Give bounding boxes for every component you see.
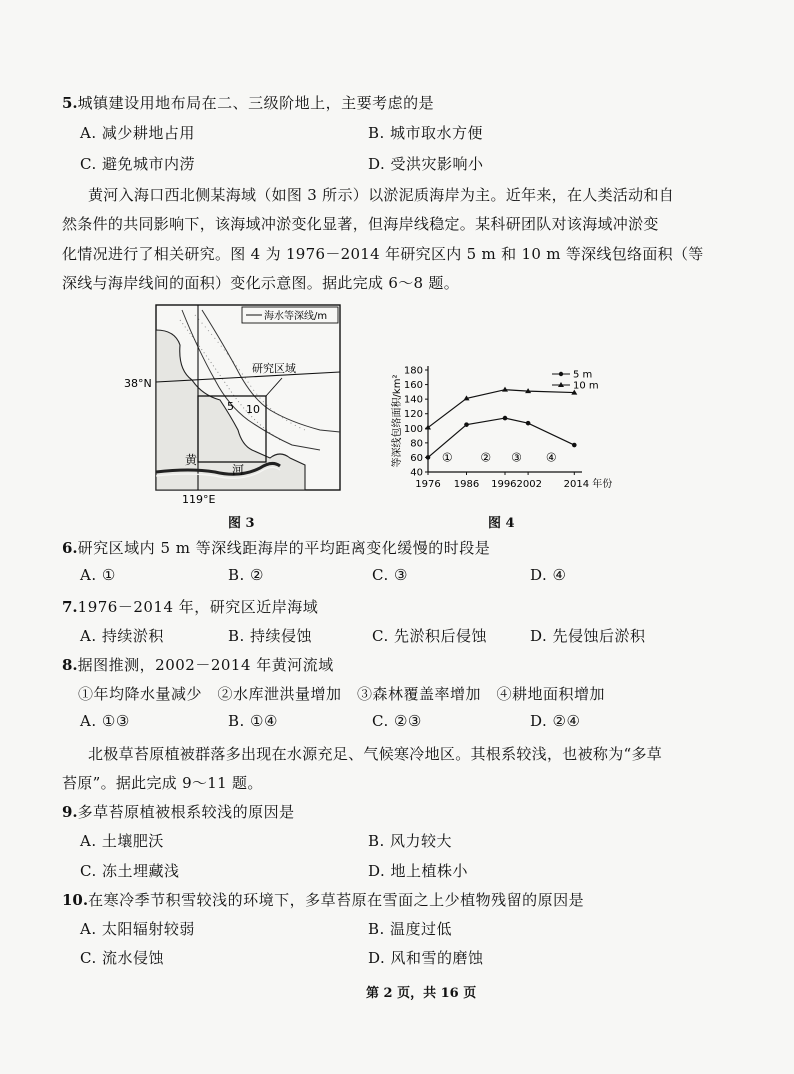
option-a: A. ① bbox=[80, 566, 116, 584]
question-stem: 研究区域内 5 m 等深线距海岸的平均距离变化缓慢的时段是 bbox=[77, 539, 491, 557]
y-tick-label: 140 bbox=[403, 394, 423, 406]
passage-line: 北极草苔原植被群落多出现在水源充足、气候寒冷地区。其根系较浅，也被称为“多草 bbox=[88, 745, 663, 763]
longitude-label: 119°E bbox=[182, 493, 216, 506]
figure-3-caption: 图 3 bbox=[228, 516, 255, 531]
data-point bbox=[503, 416, 508, 421]
option-b: B. ①④ bbox=[228, 712, 278, 730]
y-tick-label: 40 bbox=[410, 467, 423, 479]
map-legend: 海水等深线/m bbox=[264, 311, 328, 322]
question-statements: ①年均降水量减少 ②水库泄洪量增加 ③森林覆盖率增加 ④耕地面积增加 bbox=[78, 685, 606, 703]
question-number: 8. bbox=[62, 656, 78, 674]
option-a: A. 土壤肥沃 bbox=[80, 832, 164, 850]
question-stem: 城镇建设用地布局在二、三级阶地上，主要考虑的是 bbox=[77, 94, 435, 112]
period-label: ② bbox=[480, 450, 492, 465]
data-point bbox=[502, 387, 508, 392]
x-tick-label: 19962002 bbox=[491, 479, 543, 490]
period-label: ④ bbox=[545, 450, 557, 465]
question-number: 7. bbox=[62, 598, 78, 616]
question-stem: 1976－2014 年，研究区近岸海域 bbox=[77, 598, 319, 616]
x-tick-label: 1976 bbox=[415, 479, 441, 490]
page-footer: 第 2 页，共 16 页 bbox=[366, 986, 477, 1001]
option-d: D. 受洪灾影响小 bbox=[368, 155, 484, 173]
y-tick-label: 120 bbox=[403, 409, 423, 421]
option-a: A. 太阳辐射较弱 bbox=[80, 920, 195, 938]
option-a: A. 减少耕地占用 bbox=[80, 124, 195, 142]
option-d: D. 风和雪的磨蚀 bbox=[368, 949, 484, 967]
period-label: ① bbox=[441, 450, 453, 465]
question-number: 5. bbox=[62, 94, 78, 112]
option-b: B. 持续侵蚀 bbox=[228, 627, 313, 645]
option-d: D. ④ bbox=[530, 566, 567, 584]
option-b: B. 风力较大 bbox=[368, 832, 453, 850]
y-tick-label: 80 bbox=[410, 438, 423, 450]
y-tick-label: 180 bbox=[403, 365, 423, 377]
passage-line: 深线与海岸线间的面积）变化示意图。据此完成 6～8 题。 bbox=[62, 274, 460, 292]
y-tick-label: 160 bbox=[403, 380, 423, 392]
question-10 bbox=[62, 889, 584, 910]
y-axis-label: 等深线包络面积/km² bbox=[392, 374, 403, 468]
option-c: C. 避免城市内涝 bbox=[80, 155, 195, 173]
passage-line: 黄河入海口西北侧某海域（如图 3 所示）以淤泥质海岸为主。近年来，在人类活动和自 bbox=[88, 186, 675, 204]
option-b: B. 城市取水方便 bbox=[368, 124, 484, 142]
option-b: B. ② bbox=[228, 566, 265, 584]
figure-3-map bbox=[120, 300, 350, 510]
option-c: C. 先淤积后侵蚀 bbox=[372, 627, 487, 645]
passage-line: 然条件的共同影响下，该海域冲淤变化显著，但海岸线稳定。某科研团队对该海域冲淤变 bbox=[62, 215, 659, 233]
option-d: D. ②④ bbox=[530, 712, 581, 730]
option-b: B. 温度过低 bbox=[368, 920, 453, 938]
legend-marker bbox=[559, 372, 563, 376]
period-label: ③ bbox=[511, 450, 522, 465]
region-label: 研究区域 bbox=[252, 362, 296, 375]
option-c: C. 冻土埋藏浅 bbox=[80, 862, 180, 880]
figure-4-caption: 图 4 bbox=[488, 516, 515, 531]
contour-5-label: 5 bbox=[227, 400, 234, 413]
x-tick-label: 1986 bbox=[453, 479, 480, 490]
question-7 bbox=[62, 596, 318, 617]
river-label-2: 河 bbox=[232, 463, 245, 477]
series-line-10m bbox=[428, 390, 574, 428]
y-tick-label: 100 bbox=[403, 423, 423, 435]
data-point bbox=[426, 455, 431, 460]
data-point bbox=[464, 422, 469, 427]
river-label-1: 黄 bbox=[185, 453, 198, 467]
option-d: D. 先侵蚀后淤积 bbox=[530, 627, 646, 645]
question-number: 6. bbox=[62, 539, 78, 557]
legend-label: 10 m bbox=[573, 380, 599, 392]
question-number: 10. bbox=[62, 891, 89, 909]
data-point bbox=[526, 421, 531, 426]
question-6 bbox=[62, 537, 490, 558]
option-a: A. ①③ bbox=[80, 712, 130, 730]
passage-line: 苔原”。据此完成 9～11 题。 bbox=[62, 774, 263, 792]
option-a: A. 持续淤积 bbox=[80, 627, 164, 645]
option-d: D. 地上植株小 bbox=[368, 862, 469, 880]
x-tick-label: 2014 年份 bbox=[563, 479, 613, 490]
data-point bbox=[572, 443, 577, 448]
figure-4-chart bbox=[390, 360, 620, 505]
question-9 bbox=[62, 801, 295, 822]
option-c: C. 流水侵蚀 bbox=[80, 949, 164, 967]
question-8 bbox=[62, 654, 334, 675]
question-stem: 多草苔原植被根系较浅的原因是 bbox=[77, 803, 295, 821]
latitude-label: 38°N bbox=[124, 377, 152, 390]
contour-10-label: 10 bbox=[246, 403, 260, 416]
y-tick-label: 60 bbox=[410, 452, 423, 464]
question-stem: 据图推测，2002－2014 年黄河流域 bbox=[77, 656, 334, 674]
option-c: C. ②③ bbox=[372, 712, 422, 730]
question-number: 9. bbox=[62, 803, 78, 821]
passage-line: 化情况进行了相关研究。图 4 为 1976－2014 年研究区内 5 m 和 10 m 等深线包络面积（等 bbox=[62, 245, 704, 263]
option-c: C. ③ bbox=[372, 566, 408, 584]
region-leader-line bbox=[266, 378, 282, 396]
legend-label: 5 m bbox=[573, 369, 593, 381]
question-5 bbox=[62, 92, 434, 113]
question-stem: 在寒冷季节积雪较浅的环境下，多草苔原在雪面之上少植物残留的原因是 bbox=[88, 891, 585, 909]
